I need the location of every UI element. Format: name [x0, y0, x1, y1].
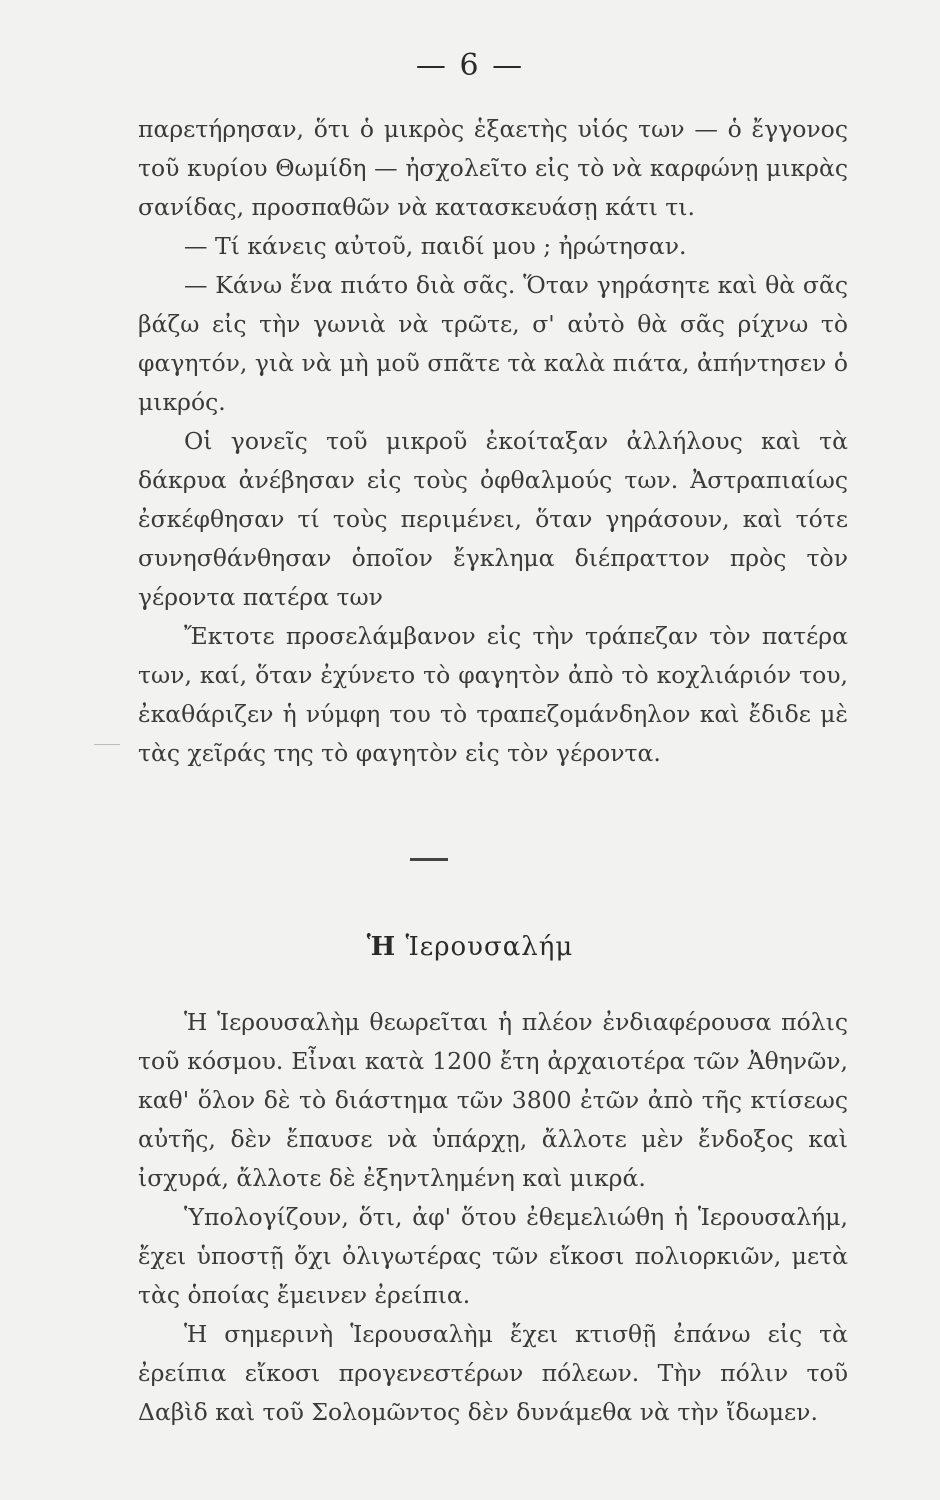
section-title-initial: Ἡ	[366, 932, 397, 962]
section-title	[0, 932, 940, 962]
paragraph: — Κάνω ἕνα πιάτο διὰ σᾶς. Ὅταν γηράσητε καὶ θὰ σᾶς βάζω εἰς τὴν γωνιὰ νὰ τρῶτε, σ' αὐτὸ θὰ σᾶς ρίχνω τὸ φαγητόν, γιὰ νὰ μὴ μοῦ σπᾶτε τὰ καλὰ πιάτα, ἀπήντησεν ὁ μικρός.	[138, 271, 848, 416]
section-title-text: Ἱερουσαλήμ	[405, 932, 574, 962]
page-number: — 6 —	[415, 48, 525, 83]
section-divider	[410, 858, 448, 861]
paragraph: Ἡ σημερινὴ Ἱερουσαλὴμ ἔχει κτισθῇ ἐπάνω εἰς τὰ ἐρείπια εἴκοσι προγενεστέρων πόλεων. Τὴν πόλιν τοῦ Δαβὶδ καὶ τοῦ Σολομῶντος δὲν δυνάμεθα νὰ τὴν ἴδωμεν.	[138, 1320, 848, 1426]
section-text	[138, 1003, 848, 1432]
paragraph: Ἔκτοτε προσελάμβανον εἰς τὴν τράπεζαν τὸν πατέρα των, καί, ὅταν ἐχύνετο τὸ φαγητὸν ἀπὸ τὸ κοχλιάριόν του, ἐκαθάριζεν ἡ νύμφη του τὸ τραπεζομάνδηλον καὶ ἔδιδε μὲ τὰς χεῖράς της τὸ φαγητὸν εἰς τὸν γέροντα.	[138, 622, 848, 767]
story-text	[138, 110, 848, 773]
paragraph: Οἱ γονεῖς τοῦ μικροῦ ἐκοίταξαν ἀλλήλους καὶ τὰ δάκρυα ἀνέβησαν εἰς τοὺς ὀφθαλμούς των. Ἀστραπιαίως ἐσκέφθησαν τί τοὺς περιμένει, ὅταν γηράσουν, καὶ τότε συνησθάνθησαν ὁποῖον ἔγκλημα διέπραττον πρὸς τὸν γέροντα πατέρα των	[138, 427, 848, 611]
paragraph: Ἡ Ἱερουσαλὴμ θεωρεῖται ἡ πλέον ἐνδιαφέρουσα πόλις τοῦ κόσμου. Εἶναι κατὰ 1200 ἔτη ἀρχαιοτέρα τῶν Ἀθηνῶν, καθ' ὅλον δὲ τὸ διάστημα τῶν 3800 ἐτῶν ἀπὸ τῆς κτίσεως αὐτῆς, δὲν ἔπαυσε νὰ ὑπάρχῃ, ἄλλοτε μὲν ἔνδοξος καὶ ἰσχυρά, ἄλλοτε δὲ ἐξηντλημένη καὶ μικρά.	[138, 1008, 848, 1192]
paragraph: Ὑπολογίζουν, ὅτι, ἀφ' ὅτου ἐθεμελιώθη ἡ Ἱερουσαλήμ, ἔχει ὑποστῇ ὄχι ὀλιγωτέρας τῶν εἴκοσι πολιορκιῶν, μετὰ τὰς ὁποίας ἔμεινεν ἐρείπια.	[138, 1203, 848, 1309]
paragraph: — Τί κάνεις αὐτοῦ, παιδί μου ; ἠρώτησαν.	[184, 232, 687, 260]
margin-mark	[94, 744, 120, 745]
paragraph: παρετήρησαν, ὅτι ὁ μικρὸς ἑξαετὴς υἱός των — ὁ ἔγγονος τοῦ κυρίου Θωμίδη — ἠσχολεῖτο εἰς τὸ νὰ καρφώνῃ μικρὰς σανίδας, προσπαθῶν νὰ κατασκευάσῃ κάτι τι.	[138, 115, 848, 221]
